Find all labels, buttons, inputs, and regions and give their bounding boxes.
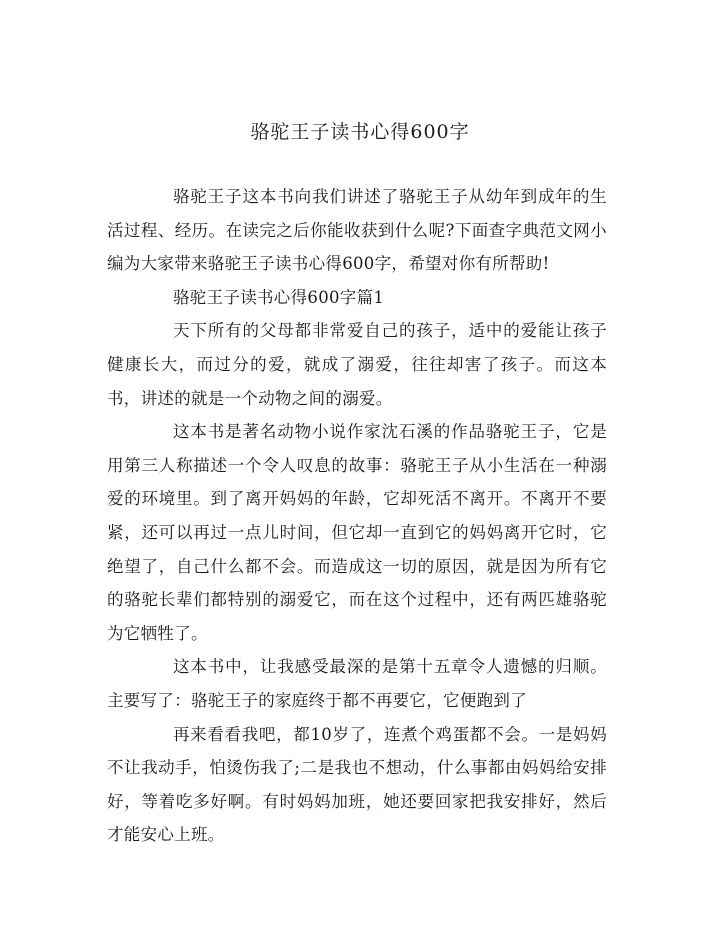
document-title: 骆驼王子读书心得600字 [250,121,470,143]
paragraph-self-reflection: 再来看看我吧，都10岁了，连煮个鸡蛋都不会。一是妈妈不让我动手，怕烫伤我了;二是我也不想动，什么事都由妈妈给安排好，等着吃多好啊。有时妈妈加班，她还要回家把我安排好，然后才能安心上班。 [107,724,607,845]
paragraph-chapter-fifteen: 这本书中，让我感受最深的是第十五章令人遗憾的归顺。主要写了：骆驼王子的家庭终于都不再要它，它便跑到了 [107,657,607,710]
section-heading: 骆驼王子读书心得600字篇1 [173,287,385,307]
document-body [107,180,607,852]
paragraph-intro: 骆驼王子这本书向我们讲述了骆驼王子从幼年到成年的生活过程、经历。在读完之后你能收获到什么呢?下面查字典范文网小编为大家带来骆驼王子读书心得600字，希望对你有所帮助! [107,187,607,274]
paragraph-parental-love: 天下所有的父母都非常爱自己的孩子，适中的爱能让孩子健康长大，而过分的爱，就成了溺爱，往往却害了孩子。而这本书，讲述的就是一个动物之间的溺爱。 [107,321,607,408]
paragraph-book-summary: 这本书是著名动物小说作家沈石溪的作品骆驼王子，它是用第三人称描述一个令人叹息的故事：骆驼王子从小生活在一种溺爱的环境里。到了离开妈妈的年龄，它却死活不离开。不离开不要紧，还可以再过一点儿时间，但它却一直到它的妈妈离开它时，它绝望了，自己什么都不会。而造成这一切的原因，就是因为所有它的骆驼长辈们都特别的溺爱它，而在这个过程中，还有两匹雄骆驼为它牺牲了。 [107,422,607,643]
